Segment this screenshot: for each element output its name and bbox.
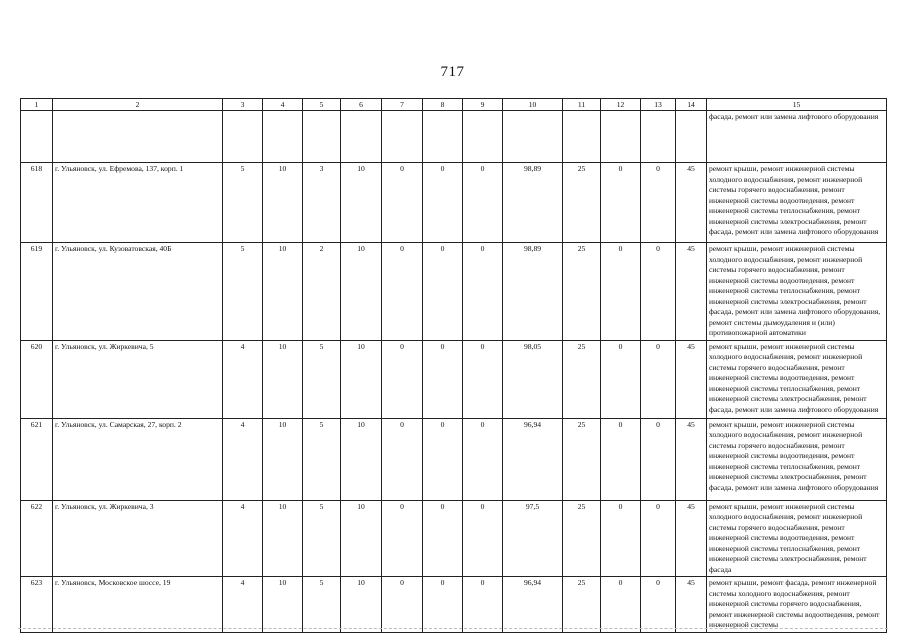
column-header: 12 bbox=[601, 99, 641, 111]
value-cell: 0 bbox=[423, 577, 463, 633]
value-cell: 0 bbox=[423, 163, 463, 243]
header-row bbox=[21, 99, 887, 111]
value-cell: 10 bbox=[263, 340, 303, 418]
value-cell: 5 bbox=[303, 418, 341, 500]
table-row bbox=[21, 340, 887, 418]
column-header: 1 bbox=[21, 99, 53, 111]
value-cell: 5 bbox=[223, 243, 263, 341]
value-cell: 25 bbox=[563, 163, 601, 243]
value-cell: 45 bbox=[676, 340, 707, 418]
value-cell: 0 bbox=[423, 500, 463, 577]
value-cell: 0 bbox=[641, 243, 676, 341]
value-cell: 0 bbox=[601, 243, 641, 341]
column-header: 14 bbox=[676, 99, 707, 111]
value-cell: 10 bbox=[341, 418, 382, 500]
table-row bbox=[21, 418, 887, 500]
value-cell: 45 bbox=[676, 418, 707, 500]
value-cell: 45 bbox=[676, 243, 707, 341]
works-cell: ремонт крыши, ремонт фасада, ремонт инженерной системы холодного водоснабжения, ремонт инженерной системы горячего водоснабжения, ремонт инженерной системы водоотведения, ремонт инженерной системы bbox=[707, 577, 887, 633]
works-cell: ремонт крыши, ремонт инженерной системы холодного водоснабжения, ремонт инженерной системы горячего водоснабжения, ремонт инженерной системы водоотведения, ремонт инженерной системы теплоснабжения, ремонт инженерной системы электроснабжения, ремонт фасада, ремонт или замена лифтового оборудования bbox=[707, 418, 887, 500]
value-cell: 45 bbox=[676, 577, 707, 633]
value-cell: 0 bbox=[463, 340, 503, 418]
column-header: 13 bbox=[641, 99, 676, 111]
value-cell: 0 bbox=[382, 163, 423, 243]
address-cell: г. Ульяновск, Московское шоссе, 19 bbox=[53, 577, 223, 633]
address-cell: г. Ульяновск, ул. Самарская, 27, корп. 2 bbox=[53, 418, 223, 500]
address-cell: г. Ульяновск, ул. Жиркевича, 3 bbox=[53, 500, 223, 577]
value-cell: 25 bbox=[563, 340, 601, 418]
value-cell: 10 bbox=[341, 500, 382, 577]
column-header: 15 bbox=[707, 99, 887, 111]
column-header: 4 bbox=[263, 99, 303, 111]
housing-registry-table bbox=[20, 98, 887, 633]
value-cell: 10 bbox=[341, 163, 382, 243]
value-cell: 10 bbox=[263, 577, 303, 633]
value-cell: 0 bbox=[463, 243, 503, 341]
value-cell: 0 bbox=[463, 500, 503, 577]
row-number: 620 bbox=[21, 340, 53, 418]
value-cell: 0 bbox=[601, 340, 641, 418]
value-cell: 0 bbox=[382, 500, 423, 577]
column-header: 6 bbox=[341, 99, 382, 111]
column-header: 2 bbox=[53, 99, 223, 111]
value-cell: 45 bbox=[676, 500, 707, 577]
works-cell: ремонт крыши, ремонт инженерной системы холодного водоснабжения, ремонт инженерной системы горячего водоснабжения, ремонт инженерной системы водоотведения, ремонт инженерной системы теплоснабжения, ремонт инженерной системы электроснабжения, ремонт фасада, ремонт или замена лифтового оборудования bbox=[707, 340, 887, 418]
value-cell: 0 bbox=[641, 418, 676, 500]
address-cell: г. Ульяновск, ул. Жиркевича, 5 bbox=[53, 340, 223, 418]
value-cell: 2 bbox=[303, 243, 341, 341]
value-cell: 0 bbox=[382, 418, 423, 500]
value-cell: 0 bbox=[382, 243, 423, 341]
value-cell: 10 bbox=[263, 243, 303, 341]
value-cell: 10 bbox=[341, 243, 382, 341]
value-cell: 98,89 bbox=[503, 243, 563, 341]
value-cell: 98,05 bbox=[503, 340, 563, 418]
address-cell: г. Ульяновск, ул. Ефремова, 137, корп. 1 bbox=[53, 163, 223, 243]
value-cell: 10 bbox=[341, 577, 382, 633]
table-row bbox=[21, 577, 887, 633]
value-cell: 0 bbox=[463, 163, 503, 243]
continuation-row bbox=[21, 111, 887, 163]
value-cell: 98,89 bbox=[503, 163, 563, 243]
value-cell: 0 bbox=[641, 163, 676, 243]
page-number: 717 bbox=[440, 64, 465, 80]
value-cell: 4 bbox=[223, 418, 263, 500]
value-cell: 0 bbox=[463, 577, 503, 633]
row-number: 622 bbox=[21, 500, 53, 577]
address-cell: г. Ульяновск, ул. Кузоватовская, 40Б bbox=[53, 243, 223, 341]
column-header: 5 bbox=[303, 99, 341, 111]
value-cell: 97,5 bbox=[503, 500, 563, 577]
value-cell: 5 bbox=[303, 500, 341, 577]
column-header: 3 bbox=[223, 99, 263, 111]
value-cell: 0 bbox=[601, 500, 641, 577]
value-cell: 0 bbox=[382, 340, 423, 418]
value-cell: 4 bbox=[223, 500, 263, 577]
column-header: 8 bbox=[423, 99, 463, 111]
value-cell: 10 bbox=[263, 500, 303, 577]
value-cell: 0 bbox=[641, 500, 676, 577]
value-cell: 0 bbox=[601, 418, 641, 500]
value-cell: 25 bbox=[563, 500, 601, 577]
value-cell: 5 bbox=[303, 577, 341, 633]
value-cell: 10 bbox=[263, 163, 303, 243]
value-cell: 0 bbox=[463, 418, 503, 500]
value-cell: 25 bbox=[563, 577, 601, 633]
works-cell: ремонт крыши, ремонт инженерной системы холодного водоснабжения, ремонт инженерной системы горячего водоснабжения, ремонт инженерной системы водоотведения, ремонт инженерной системы теплоснабжения, ремонт инженерной системы электроснабжения, ремонт фасада, ремонт или замена лифтового оборудования, ремонт системы дымоудаления и (или) противопожарной автоматики bbox=[707, 243, 887, 341]
value-cell: 5 bbox=[303, 340, 341, 418]
value-cell: 4 bbox=[223, 577, 263, 633]
value-cell: 4 bbox=[223, 340, 263, 418]
value-cell: 0 bbox=[601, 577, 641, 633]
value-cell: 0 bbox=[423, 340, 463, 418]
works-cell: ремонт крыши, ремонт инженерной системы холодного водоснабжения, ремонт инженерной системы горячего водоснабжения, ремонт инженерной системы водоотведения, ремонт инженерной системы теплоснабжения, ремонт инженерной системы электроснабжения, ремонт фасада bbox=[707, 500, 887, 577]
column-header: 7 bbox=[382, 99, 423, 111]
row-number: 623 bbox=[21, 577, 53, 633]
value-cell: 96,94 bbox=[503, 577, 563, 633]
column-header: 10 bbox=[503, 99, 563, 111]
value-cell: 0 bbox=[382, 577, 423, 633]
value-cell: 5 bbox=[223, 163, 263, 243]
column-header: 9 bbox=[463, 99, 503, 111]
table-row bbox=[21, 500, 887, 577]
value-cell: 0 bbox=[641, 577, 676, 633]
scan-edge bbox=[18, 628, 888, 629]
value-cell: 0 bbox=[641, 340, 676, 418]
value-cell: 0 bbox=[423, 418, 463, 500]
value-cell: 96,94 bbox=[503, 418, 563, 500]
column-header: 11 bbox=[563, 99, 601, 111]
value-cell: 0 bbox=[601, 163, 641, 243]
table-row bbox=[21, 163, 887, 243]
value-cell: 25 bbox=[563, 243, 601, 341]
row-number: 621 bbox=[21, 418, 53, 500]
row-number: 619 bbox=[21, 243, 53, 341]
row-number: 618 bbox=[21, 163, 53, 243]
value-cell: 45 bbox=[676, 163, 707, 243]
value-cell: 10 bbox=[263, 418, 303, 500]
value-cell: 25 bbox=[563, 418, 601, 500]
value-cell: 10 bbox=[341, 340, 382, 418]
value-cell: 0 bbox=[423, 243, 463, 341]
table-row bbox=[21, 243, 887, 341]
works-cell: ремонт крыши, ремонт инженерной системы холодного водоснабжения, ремонт инженерной системы горячего водоснабжения, ремонт инженерной системы водоотведения, ремонт инженерной системы теплоснабжения, ремонт инженерной системы электроснабжения, ремонт фасада, ремонт или замена лифтового оборудования bbox=[707, 163, 887, 243]
value-cell: 3 bbox=[303, 163, 341, 243]
works-cell: фасада, ремонт или замена лифтового оборудования bbox=[707, 111, 887, 163]
